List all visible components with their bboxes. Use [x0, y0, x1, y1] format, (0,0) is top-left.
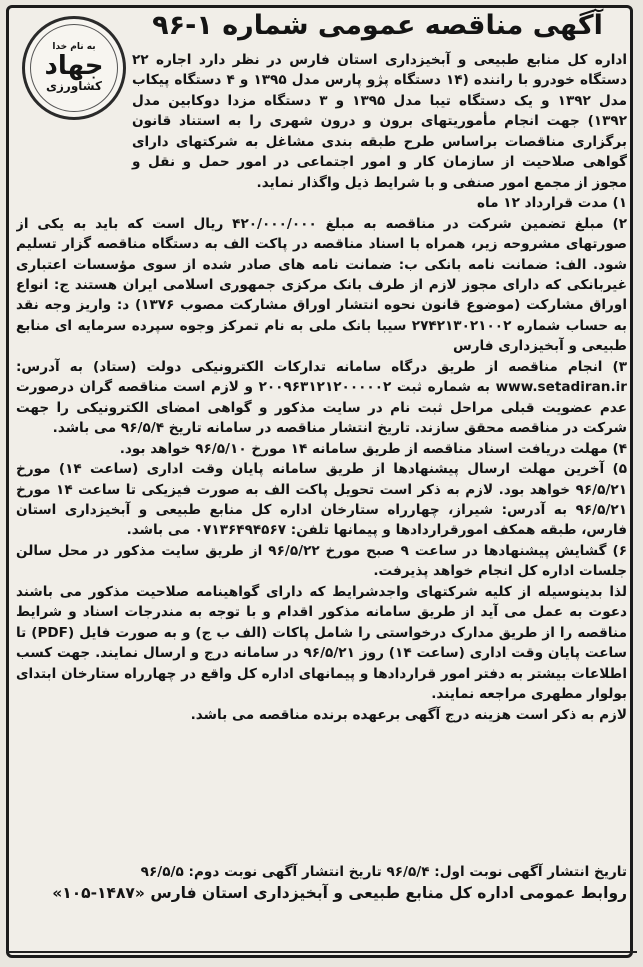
setadiran-url[interactable]: www.setadiran.ir [495, 379, 627, 396]
item-3-text-a: ۳) انجام مناقصه از طریق درگاه سامانه تدارکات الکترونیکی دولت (ستاد) به آدرس: [16, 358, 627, 375]
notice-title: آگهی مناقصه عمومی شماره ۱-۹۶ [152, 10, 603, 41]
item-4-document-deadline: ۴) مهلت دریافت اسناد مناقصه از طریق سامانه ۱۴ مورخ ۹۶/۵/۱۰ خواهد بود. [119, 440, 627, 457]
public-relations-line [16, 882, 627, 904]
bottom-divider [6, 951, 637, 953]
logo-line-2: جهاد [44, 50, 104, 81]
logo-line-1: به نام خدا [52, 42, 96, 53]
cost-note: لازم به ذکر است هزینه درج آگهی برعهده برنده مناقصه می باشد. [190, 706, 627, 723]
item-6-opening: ۶) گشایش پیشنهادها در ساعت ۹ صبح مورخ ۹۶/۵/۲۲ از طریق سایت مذکور در محل سالن جلسات اداره کل انجام خواهد پذیرفت. [16, 542, 627, 580]
public-relations-text: روابط عمومی اداره کل منابع طبیعی و آبخیزداری استان فارس [150, 884, 627, 902]
publication-dates: تاریخ انتشار آگهی نوبت اول: ۹۶/۵/۴ تاریخ انتشار آگهی نوبت دوم: ۹۶/۵/۵ [140, 864, 627, 880]
closing-paragraph: لذا بدینوسیله از کلیه شرکتهای واجدشرایط که دارای گواهینامه صلاحیت مذکور می باشند دعوت به عمل می آید از طریق سامانه مذکور اقدام و با توجه به مندرجات اسناد و شرایط مناقصه را از طریق مدارک درخواستی را شامل پاکات (الف ب ج) و به صورت فایل (PDF) تا ساعت پایان وقت اداری (ساعت ۱۴) روز ۹۶/۵/۲۱ در سامانه درج و ارسال نمایند. جهت کسب اطلاعات بیشتر به دفتر امور قراردادها و پیمانهای اداره کل واقع در چهارراه ستارخان ابتدای بولوار مطهری مراجعه نمایند. [16, 583, 627, 703]
notice-body [16, 50, 627, 858]
logo-line-3: کشاورزی [46, 79, 102, 94]
notice-code: «۱۰۵-۱۴۸۷» [52, 884, 145, 902]
item-2-guarantee: ۲) مبلغ تضمین شرکت در مناقصه به مبلغ ۴۲۰/۰۰۰/۰۰۰ ریال است که باید به یکی از صورتهای مشروحه زیر، همراه با اسناد مناقصه در پاکت الف به دستگاه مناقصه گزار تسلیم شود. الف: ضمانت نامه بانکی ب: ضمانت نامه های صادر شده از سوی مؤسسات اعتباری غیربانکی که دارای مجوز لازم از طرف بانک مرکزی جمهوری اسلامی ایران هستند ج: انواع اوراق مشارکت (موضوع قانون نحوه انتشار اوراق مشارکت مصوب ۱۳۷۶) د: واریز وجه نقد به حساب شماره ۲۷۴۲۱۳۰۲۱۰۰۲ سیبا بانک ملی به نام تمرکز وجوه سپرده سرمایه ای منابع طبیعی و آبخیزداری فارس [16, 215, 627, 355]
notice-footer [16, 862, 627, 904]
intro-paragraph: اداره کل منابع طبیعی و آبخیزداری استان فارس در نظر دارد اجاره ۲۲ دستگاه خودرو با راننده (۱۴ دستگاه پژو پارس مدل ۱۳۹۵ و ۴ دستگاه پیکاب مدل ۱۳۹۲ و یک دستگاه تیبا مدل ۱۳۹۵ و ۳ دستگاه مزدا دوکابین مدل ۱۳۹۲) جهت انجام مأموریتهای برون و درون شهری را به استناد قانون برگزاری مناقصات براساس طرح طبقه بندی مشاغل به شرکتهای دارای گواهی صلاحیت از سازمان کار و امور اجتماعی در امور حمل و نقل و مجوز از مجمع امور صنفی و با شرایط ذیل واگذار نماید. [132, 52, 627, 191]
item-5-submission-deadline: ۵) آخرین مهلت ارسال پیشنهادها از طریق سامانه پایان وقت اداری (ساعت ۱۴) مورخ ۹۶/۵/۲۱ خواهد بود. لازم به ذکر است تحویل پاکت الف به صورت فیزیکی تا ساعت ۱۴ مورخ ۹۶/۵/۲۱ به آدرس: شیراز، چهارراه ستارخان اداره کل منابع طبیعی و آبخیزداری استان فارس، طبقه همکف امورقراردادها و پیمانها تلفن: ۰۷۱۳۶۴۹۴۵۶۷ می باشد. [16, 461, 627, 539]
item-1-contract-period: ۱) مدت قرارداد ۱۲ ماه [477, 195, 627, 212]
item-3-text-b: به شماره ثبت ۲۰۰۹۶۳۱۲۱۲۰۰۰۰۰۲ و لازم است مناقصه گران درصورت عدم عضویت قبلی مراحل ثبت نام در سایت مذکور و گواهی امضای الکترونیکی را جهت شرکت در مناقصه محقق سازند. تاریخ انتشار مناقصه در سامانه تاریخ ۹۶/۵/۴ می باشد. [16, 379, 627, 437]
item-3-setad-portal [16, 357, 627, 439]
